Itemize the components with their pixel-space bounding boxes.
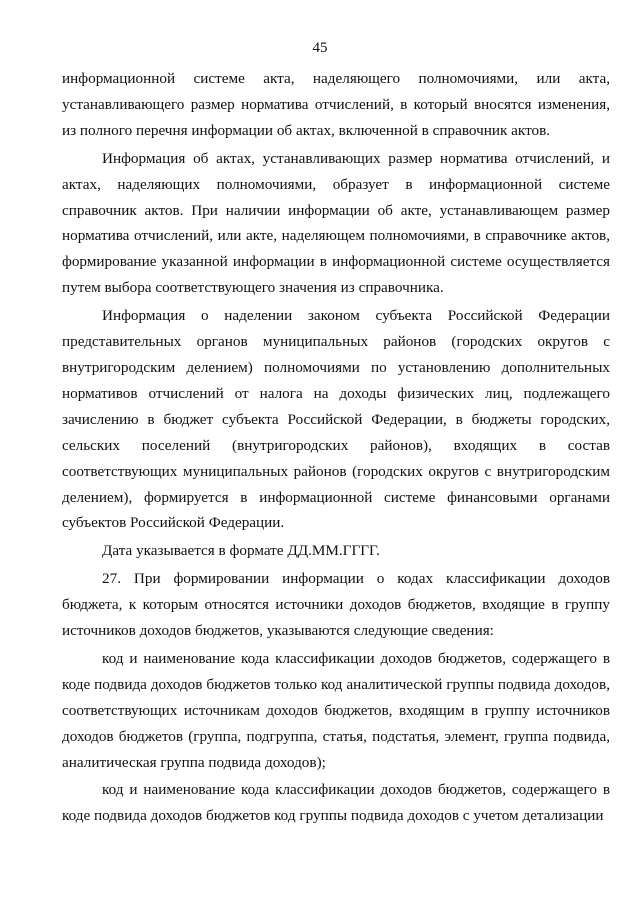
paragraph-delegation-info: Информация о наделении законом субъекта Российской Федерации представительных органов муниципальных районов (городских округов с внутригородским делением) полномочиями по установлению дополнительных нормативов отчислений от налога на доходы физических лиц, подлежащего зачислению в бюджет субъекта Российской Федерации, в бюджеты городских, сельских поселений (внутригородских районов), входящих в состав соответствующих муниципальных районов (городских округов с внутригородским делением), формируется в информационной системе финансовыми органами субъектов Российской Федерации. xyxy=(62,307,610,532)
paragraph-code-analytic-group: код и наименование кода классификации доходов бюджетов, содержащего в коде подвида доходов бюджетов только код аналитической группы подвида доходов, соответствующих источникам доходов бюджетов, входящим в группу источников доходов бюджетов (группа, подгруппа, статья, подстатья, элемент, группа подвида, аналитическая группа подвида доходов); xyxy=(62,649,610,771)
paragraph-date-format: Дата указывается в формате ДД.ММ.ГГГГ. xyxy=(102,542,380,560)
paragraph-continuation: информационной системе акта, наделяющего полномочиями, или акта, устанавливающего размер норматива отчислений, в который вносятся изменения, из полного перечня информации об актах, включенной в справочник актов. xyxy=(62,70,610,139)
paragraph-item-27: 27. При формировании информации о кодах классификации доходов бюджета, к которым относятся источники доходов бюджетов, входящие в группу источников доходов бюджетов, указываются следующие сведения: xyxy=(62,570,610,640)
paragraph-acts-reference: Информация об актах, устанавливающих размер норматива отчислений, и актах, наделяющих полномочиями, образует в информационной системе справочник актов. При наличии информации об акте, устанавливающем размер норматива отчислений, или акте, наделяющем полномочиями, в справочнике актов, формирование указанной информации в информационной системе осуществляется путем выбора соответствующего значения из справочника. xyxy=(62,149,610,297)
page-number: 45 xyxy=(312,40,328,56)
document-body xyxy=(62,66,610,831)
paragraph-code-subtype-group: код и наименование кода классификации доходов бюджетов, содержащего в коде подвида доходов бюджетов код группы подвида доходов с учетом детализации xyxy=(62,781,610,825)
